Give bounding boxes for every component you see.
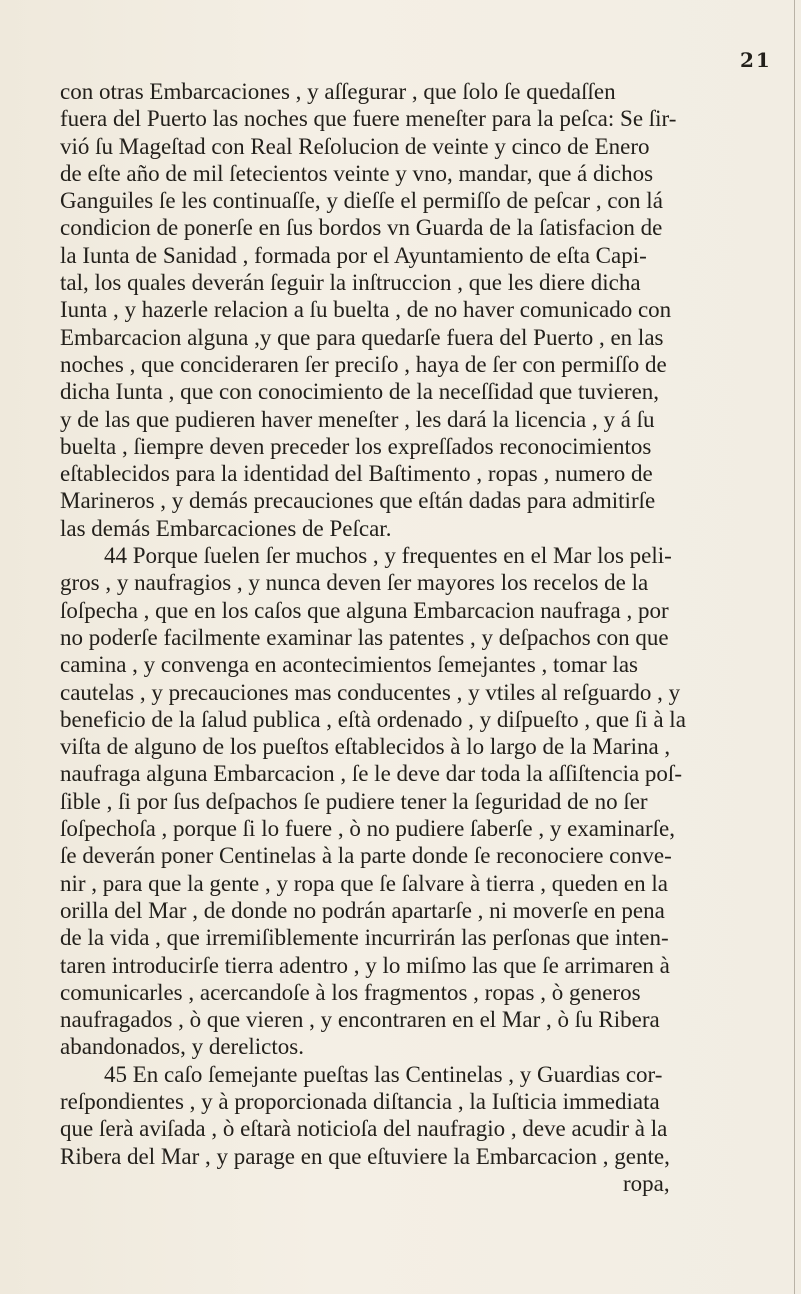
text-line: naufragados , ò que vieren , y encontraren en el Mar , ò ſu Ribera <box>60 1007 660 1033</box>
text-line: que ſerà aviſada , ò eſtarà noticioſa del naufragio , deve acudir à la <box>60 1116 668 1142</box>
text-line: condicion de ponerſe en ſus bordos vn Guarda de la ſatisfacion de <box>60 215 663 241</box>
text-line: taren introducirſe tierra adentro , y lo miſmo las que ſe arrimaren à <box>60 952 670 978</box>
text-line: comunicarles , acercandoſe à los fragmentos , ropas , ò generos <box>60 979 641 1005</box>
paragraph-45 <box>60 1061 790 1170</box>
page-number: 21 <box>740 48 772 72</box>
text-line: las demás Embarcaciones de Peſcar. <box>60 515 392 541</box>
text-line: noches , que concideraren ſer preciſo , haya de ſer con permiſſo de <box>60 351 667 377</box>
text-line: Marineros , y demás precauciones que eſtán dadas para admitirſe <box>60 488 656 514</box>
paragraph-continued <box>60 78 790 542</box>
text-line: no poderſe facilmente examinar las patentes , y deſpachos con que <box>60 624 669 650</box>
text-line: orilla del Mar , de donde no podrán apartarſe , ni moverſe en pena <box>60 897 665 923</box>
paragraph-44 <box>60 542 790 1061</box>
text-line: de eſte año de mil ſetecientos veinte y vno, mandar, que á dichos <box>60 160 654 186</box>
text-line: naufraga alguna Embarcacion , ſe le deve dar toda la aſſiſtencia poſ- <box>60 761 682 787</box>
catchword: ropa, <box>623 1170 670 1196</box>
text-line: la Iunta de Sanidad , formada por el Ayuntamiento de eſta Capi- <box>60 242 647 268</box>
text-line: 45 En caſo ſemejante pueſtas las Centinelas , y Guardias cor- <box>104 1061 663 1087</box>
text-line: nir , para que la gente , y ropa que ſe ſalvare à tierra , queden en la <box>60 870 668 896</box>
text-line: Ganguiles ſe les continuaſſe, y dieſſe el permiſſo de peſcar , con lá <box>60 188 663 214</box>
text-line: ſe deverán poner Centinelas à la parte donde ſe reconociere conve- <box>60 843 672 869</box>
text-line: Iunta , y hazerle relacion a ſu buelta , de no haver comunicado con <box>60 297 672 323</box>
text-line: vió ſu Mageſtad con Real Reſolucion de veinte y cinco de Enero <box>60 133 650 159</box>
text-line: dicha Iunta , que con conocimiento de la neceſſidad que tuvieren, <box>60 379 660 405</box>
text-line: eſtablecidos para la identidad del Baſtimento , ropas , numero de <box>60 461 653 487</box>
text-line: ſoſpechoſa , porque ſi lo fuere , ò no pudiere ſaberſe , y examinarſe, <box>60 816 676 842</box>
text-line: 44 Porque ſuelen ſer muchos , y frequentes en el Mar los peli- <box>104 543 672 569</box>
text-line: abandonados, y derelictos. <box>60 1034 304 1060</box>
text-line: tal, los quales deverán ſeguir la inſtruccion , que les diere dicha <box>60 270 641 296</box>
text-line: y de las que pudieren haver meneſter , les dará la licencia , y á ſu <box>60 406 655 432</box>
text-line: gros , y naufragios , y nunca deven ſer mayores los recelos de la <box>60 570 649 596</box>
text-line: de la vida , que irremiſiblemente incurrirán las perſonas que inten- <box>60 925 669 951</box>
text-line: beneficio de la ſalud publica , eſtà ordenado , y diſpueſto , que ſi à la <box>60 706 686 732</box>
text-line: reſpondientes , y à proporcionada diſtancia , la Iuſticia immediata <box>60 1088 660 1114</box>
text-line: con otras Embarcaciones , y aſſegurar , que ſolo ſe quedaſſen <box>60 79 616 104</box>
text-line: Ribera del Mar , y parage en que eſtuviere la Embarcacion , gente, <box>60 1143 670 1169</box>
text-line: camina , y convenga en acontecimientos ſemejantes , tomar las <box>60 652 638 678</box>
page-edge-line <box>794 0 795 1294</box>
text-line: cautelas , y precauciones mas conducentes , y vtiles al reſguardo , y <box>60 679 681 705</box>
text-line: ſible , ſi por ſus deſpachos ſe pudiere tener la ſeguridad de no ſer <box>60 788 648 814</box>
text-line: fuera del Puerto las noches que fuere meneſter para la peſca: Se ſir- <box>60 106 677 132</box>
text-line: Embarcacion alguna ,y que para quedarſe fuera del Puerto , en las <box>60 324 664 350</box>
text-line: viſta de alguno de los pueſtos eſtablecidos à lo largo de la Marina , <box>60 734 671 760</box>
body-text <box>60 78 790 1197</box>
text-line: buelta , ſiempre deven preceder los expreſſados reconocimientos <box>60 433 652 459</box>
text-line: ſoſpecha , que en los caſos que alguna Embarcacion naufraga , por <box>60 597 669 623</box>
